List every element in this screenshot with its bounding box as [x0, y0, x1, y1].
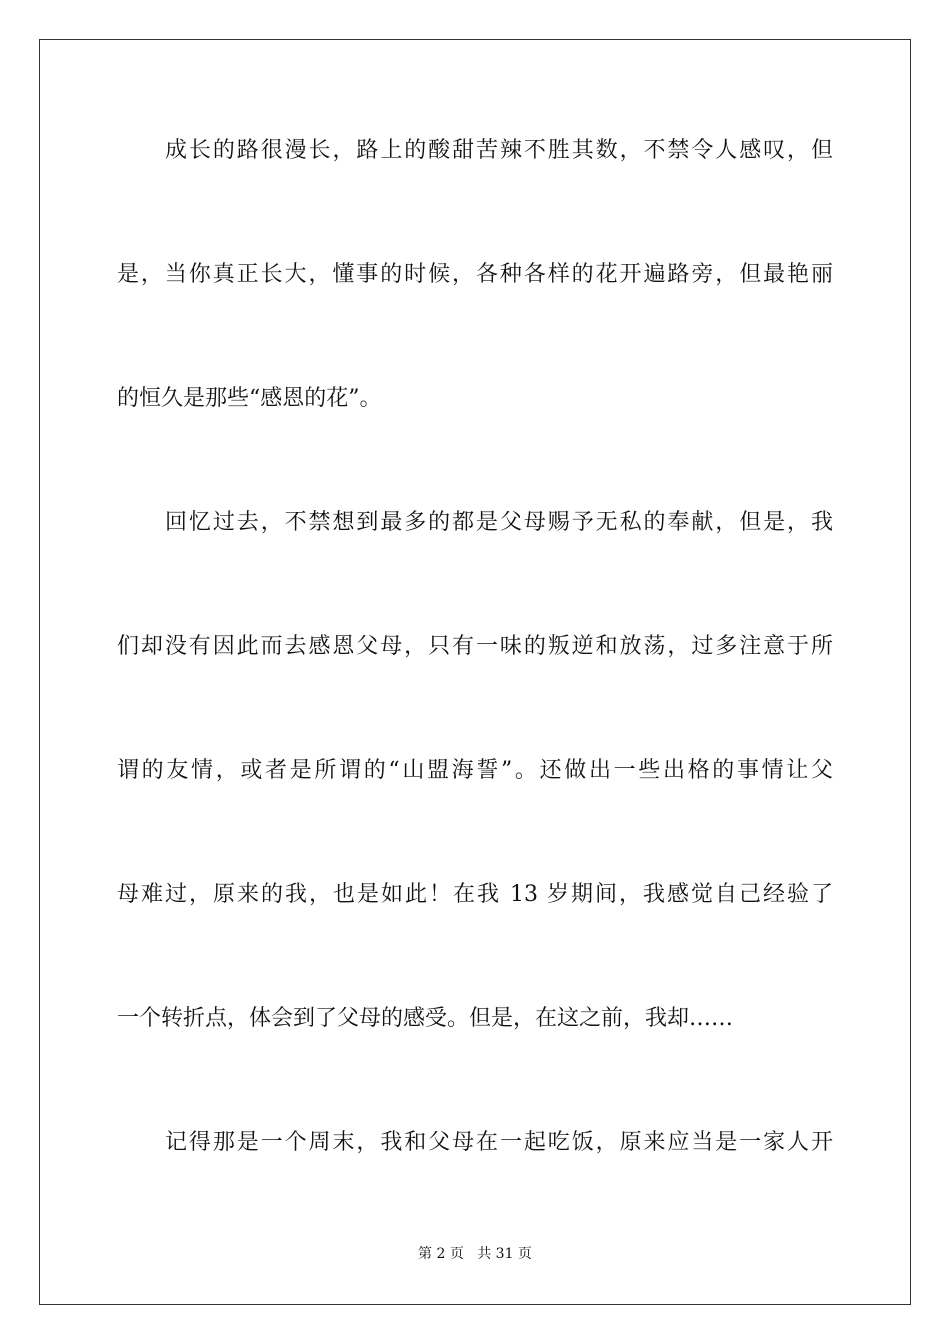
page-number: 第 2 页 [418, 1246, 464, 1262]
paragraph-1-line-2: 是，当你真正长大，懂事的时候，各种各样的花开遍路旁，但最艳丽 [117, 262, 833, 287]
paragraph-2-line-2: 们却没有因此而去感恩父母，只有一味的叛逆和放荡，过多注意于所 [117, 634, 833, 659]
paragraph-3-line-1: 记得那是一个周末，我和父母在一起吃饭，原来应当是一家人开 [165, 1130, 833, 1155]
paragraph-1-line-1: 成长的路很漫长，路上的酸甜苦辣不胜其数，不禁令人感叹，但 [165, 138, 833, 163]
paragraph-1-line-3: 的恒久是那些“感恩的花”。 [117, 386, 382, 411]
paragraph-2-line-4: 母难过，原来的我，也是如此！在我 13 岁期间，我感觉自己经验了 [117, 882, 833, 907]
total-pages: 共 31 页 [477, 1246, 532, 1262]
paragraph-2-line-3: 谓的友情，或者是所谓的“山盟海誓”。还做出一些出格的事情让父 [117, 758, 833, 783]
page-footer [0, 1244, 950, 1264]
paragraph-2-line-5: 一个转折点，体会到了父母的感受。但是，在这之前，我却…… [117, 1006, 734, 1031]
paragraph-2-line-1: 回忆过去，不禁想到最多的都是父母赐予无私的奉献，但是，我 [165, 510, 833, 535]
page-border [39, 39, 911, 1305]
